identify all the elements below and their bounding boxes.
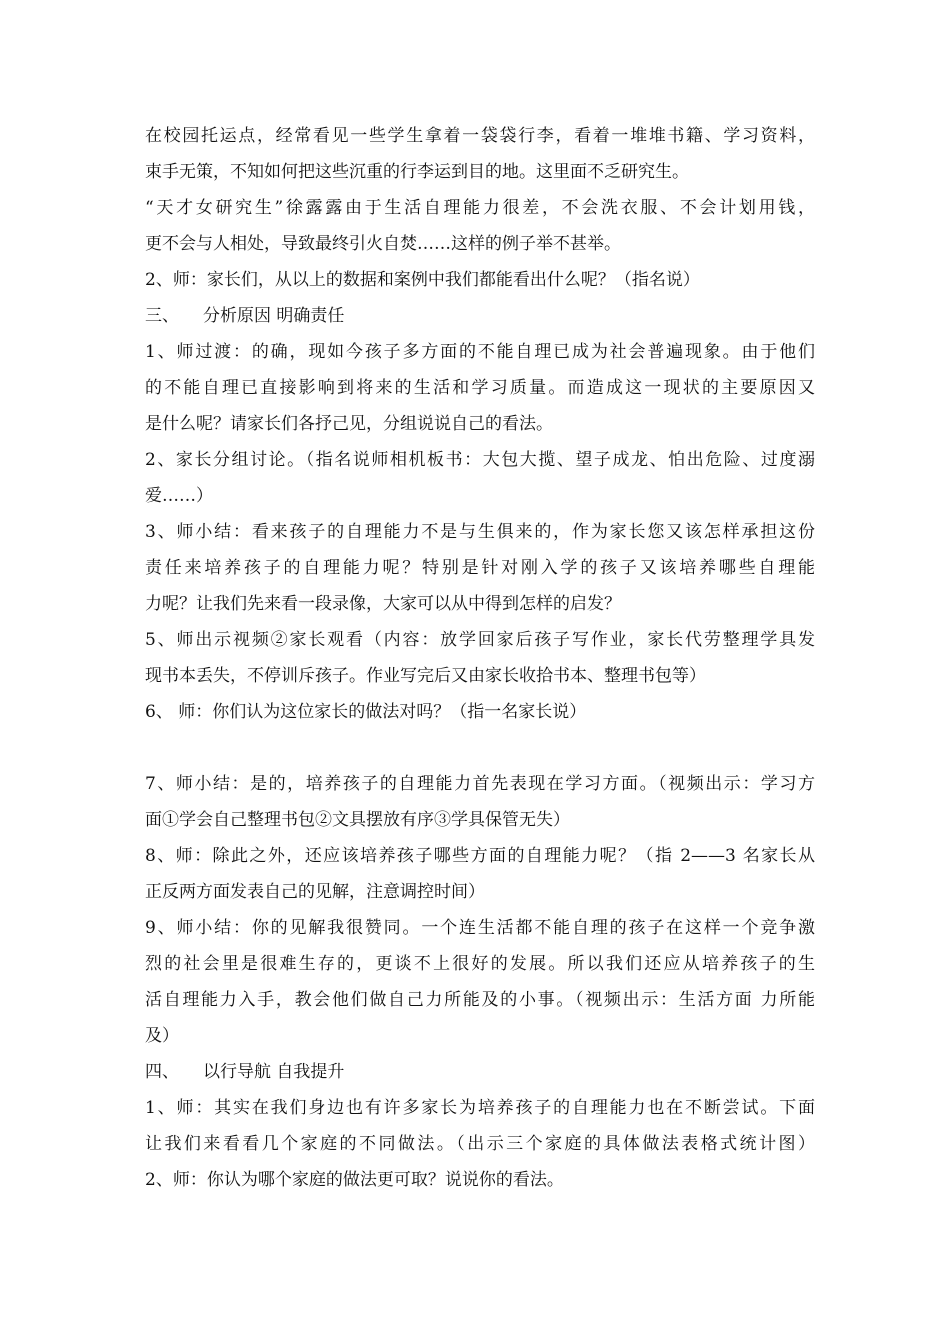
paragraph-line: 力呢？让我们先来看一段录像，大家可以从中得到怎样的启发？	[145, 594, 621, 614]
paragraph-line: 1、师过渡：的确，现如今孩子多方面的不能自理已成为社会普遍现象。由于他们	[145, 342, 815, 362]
section-number: 四、	[145, 1062, 179, 1082]
paragraph-line: 现书本丢失，不停训斥孩子。作业写完后又由家长收拾书本、整理书包等）	[145, 666, 706, 686]
section-number: 三、	[145, 306, 179, 326]
paragraph-line: 8、师：除此之外，还应该培养孩子哪些方面的自理能力呢？（指 2——3 名家长从	[145, 846, 815, 866]
paragraph-line: 2、师：你认为哪个家庭的做法更可取？说说你的看法。	[145, 1170, 564, 1190]
paragraph-line: 5、师出示视频②家长观看（内容：放学回家后孩子写作业，家长代劳整理学具发	[145, 630, 815, 650]
paragraph-line: 及）	[145, 1026, 179, 1046]
paragraph-line: 正反两方面发表自己的见解，注意调控时间）	[145, 882, 485, 902]
paragraph-line: 更不会与人相处，导致最终引火自焚……这样的例子举不甚举。	[145, 234, 621, 254]
paragraph-line: 是什么呢？请家长们各抒己见，分组说说自己的看法。	[145, 414, 553, 434]
paragraph-line: 6、 师：你们认为这位家长的做法对吗？（指一名家长说）	[145, 702, 587, 722]
paragraph-line: 束手无策，不知如何把这些沉重的行李运到目的地。这里面不乏研究生。	[145, 162, 689, 182]
section-title: 以行导航 自我提升	[203, 1062, 345, 1082]
paragraph-line: 2、家长分组讨论。（指名说师相机板书：大包大揽、望子成龙、怕出危险、过度溺	[145, 450, 815, 470]
section-heading-4	[145, 1060, 815, 1084]
paragraph-line: 7、师小结：是的，培养孩子的自理能力首先表现在学习方面。（视频出示：学习方	[145, 774, 815, 794]
section-heading-3	[145, 304, 815, 328]
paragraph-line: 2、师：家长们，从以上的数据和案例中我们都能看出什么呢？（指名说）	[145, 270, 700, 290]
paragraph-line: 的不能自理已直接影响到将来的生活和学习质量。而造成这一现状的主要原因又	[145, 378, 815, 398]
paragraph-line: 在校园托运点，经常看见一些学生拿着一袋袋行李，看着一堆堆书籍、学习资料，	[145, 126, 815, 146]
paragraph-line: 活自理能力入手，教会他们做自己力所能及的小事。（视频出示：生活方面 力所能	[145, 990, 815, 1010]
paragraph-line: 9、师小结：你的见解我很赞同。一个连生活都不能自理的孩子在这样一个竞争激	[145, 918, 815, 938]
paragraph-line: 3、师小结：看来孩子的自理能力不是与生俱来的，作为家长您又该怎样承担这份	[145, 522, 815, 542]
paragraph-line: 让我们来看看几个家庭的不同做法。（出示三个家庭的具体做法表格式统计图）	[145, 1134, 815, 1154]
paragraph-line: 烈的社会里是很难生存的，更谈不上很好的发展。所以我们还应从培养孩子的生	[145, 954, 815, 974]
paragraph-line: 爱……）	[145, 486, 213, 506]
paragraph-line: “天才女研究生”徐露露由于生活自理能力很差，不会洗衣服、不会计划用钱，	[145, 198, 815, 218]
paragraph-line: 面①学会自己整理书包②文具摆放有序③学具保管无失）	[145, 810, 570, 830]
paragraph-line: 1、师：其实在我们身边也有许多家长为培养孩子的自理能力也在不断尝试。下面	[145, 1098, 815, 1118]
paragraph-line: 责任来培养孩子的自理能力呢？特别是针对刚入学的孩子又该培养哪些自理能	[145, 558, 815, 578]
section-title: 分析原因 明确责任	[203, 306, 345, 326]
